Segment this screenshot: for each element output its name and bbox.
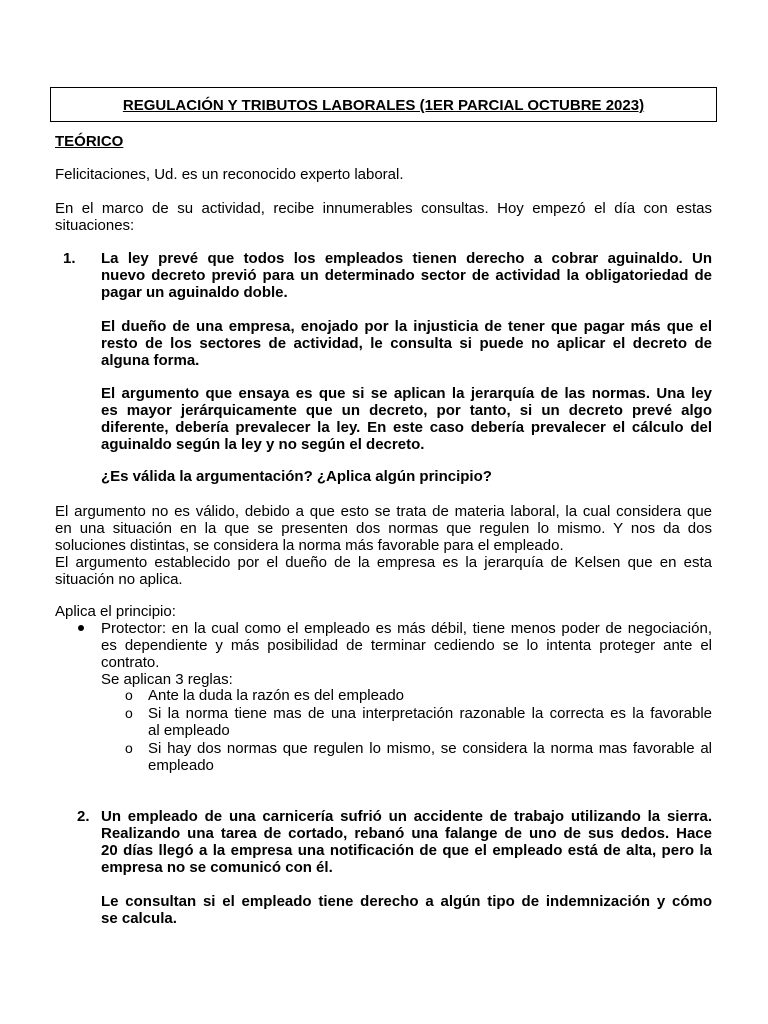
- answer-line: soluciones distintas, se considera la norma más favorable para el empleado.: [55, 537, 564, 554]
- question-line: El dueño de una empresa, enojado por la injusticia de tener que pagar más que el: [101, 318, 712, 335]
- sub-bullet-icon: o: [125, 740, 133, 756]
- section-heading: TEÓRICO: [55, 133, 124, 150]
- question-number: 2.: [77, 808, 90, 825]
- rule-line: Si la norma tiene mas de una interpretación razonable la correcta es la favorable: [148, 705, 712, 722]
- question-line: diferente, debería prevalecer la ley. En este caso debería prevalecer el cálculo del: [101, 419, 712, 436]
- sub-bullet-icon: o: [125, 687, 133, 703]
- rule-line: empleado: [148, 757, 214, 774]
- question-line: pagar un aguinaldo doble.: [101, 284, 288, 301]
- intro-greeting: Felicitaciones, Ud. es un reconocido experto laboral.: [55, 166, 404, 183]
- answer-line: El argumento establecido por el dueño de la empresa es la jerarquía de Kelsen que en esta: [55, 554, 712, 571]
- question-line: empresa no se comunicó con él.: [101, 859, 333, 876]
- intro-context-line: situaciones:: [55, 217, 135, 234]
- title-box: [50, 87, 717, 122]
- question-number: 1.: [63, 250, 76, 267]
- question-line: aguinaldo según la ley y no según el decreto.: [101, 436, 425, 453]
- answer-line: El argumento no es válido, debido a que esto se trata de materia laboral, la cual considera que: [55, 503, 712, 520]
- question-line: Realizando una tarea de cortado, rebanó una falange de uno de sus dedos. Hace: [101, 825, 712, 842]
- question-line: es mayor jerárquicamente que un decreto, por tanto, si un decreto prevé algo: [101, 402, 712, 419]
- bullet-line: Protector: en la cual como el empleado es más débil, tiene menos poder de negociación,: [101, 620, 712, 637]
- answer-line: en una situación en la que se presenten dos normas que regulen lo mismo. Y nos da dos: [55, 520, 712, 537]
- question-line: se calcula.: [101, 910, 177, 927]
- bullet-line: contrato.: [101, 654, 160, 671]
- document-title: REGULACIÓN Y TRIBUTOS LABORALES (1ER PARCIAL OCTUBRE 2023): [122, 97, 645, 114]
- sub-bullet-icon: o: [125, 705, 133, 721]
- bullet-dot-icon: [78, 625, 84, 631]
- principle-intro: Aplica el principio:: [55, 603, 176, 620]
- intro-context-line: En el marco de su actividad, recibe innumerables consultas. Hoy empezó el día con estas: [55, 200, 712, 217]
- question-line: alguna forma.: [101, 352, 200, 369]
- question-prompt: ¿Es válida la argumentación? ¿Aplica algún principio?: [101, 468, 492, 485]
- question-line: 20 días llegó a la empresa una notificación de que el empleado está de alta, pero la: [101, 842, 712, 859]
- rule-line: Si hay dos normas que regulen lo mismo, se considera la norma mas favorable al: [148, 740, 712, 757]
- question-line: Le consultan si el empleado tiene derecho a algún tipo de indemnización y cómo: [101, 893, 712, 910]
- question-line: La ley prevé que todos los empleados tienen derecho a cobrar aguinaldo. Un: [101, 250, 712, 267]
- question-line: resto de los sectores de actividad, le consulta si puede no aplicar el decreto de: [101, 335, 712, 352]
- question-line: El argumento que ensaya es que si se aplican la jerarquía de las normas. Una ley: [101, 385, 712, 402]
- rule-line: Ante la duda la razón es del empleado: [148, 687, 405, 704]
- rule-line: al empleado: [148, 722, 230, 739]
- bullet-line: es dependiente y más posibilidad de terminar cediendo se lo intenta proteger ante el: [101, 637, 712, 654]
- rules-intro: Se aplican 3 reglas:: [101, 671, 233, 688]
- answer-line: situación no aplica.: [55, 571, 183, 588]
- question-line: nuevo decreto previó para un determinado sector de actividad la obligatoriedad de: [101, 267, 712, 284]
- question-line: Un empleado de una carnicería sufrió un accidente de trabajo utilizando la sierra.: [101, 808, 712, 825]
